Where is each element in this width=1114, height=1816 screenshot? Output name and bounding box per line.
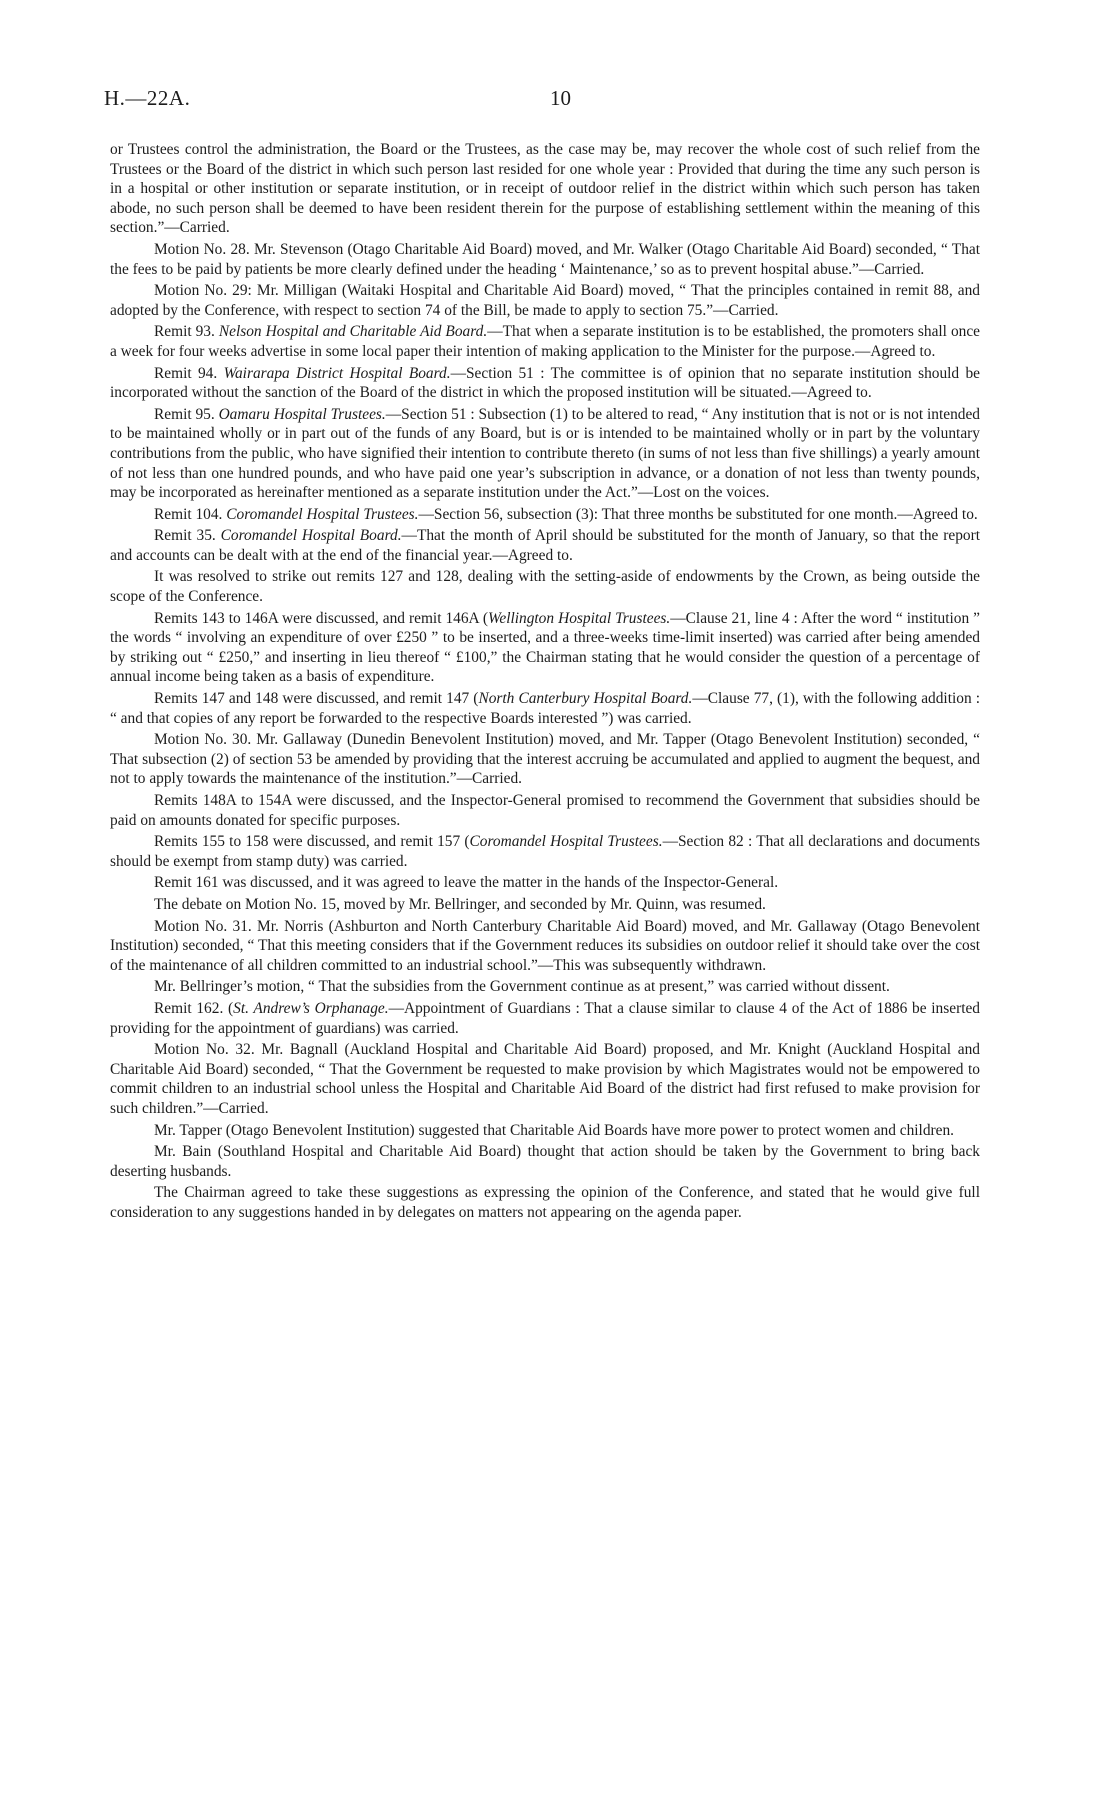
body-reference: St. Andrew’s Orphanage. [233,999,389,1017]
paragraph: Remits 155 to 158 were discussed, and remit 157 (Coromandel Hospital Trustees.—Section 82 : That all declarations and documents should be exempt from stamp duty) was carried. [110,833,980,870]
paragraph: Remits 148A to 154A were discussed, and the Inspector-General promised to recommend the Government that subsidies should be paid on amounts donated for specific purposes. [110,792,980,829]
body-reference: Coromandel Hospital Trustees. [226,505,419,523]
paragraph: Motion No. 28. Mr. Stevenson (Otago Charitable Aid Board) moved, and Mr. Walker (Otago Charitable Aid Board) seconded, “ That the fees to be paid by patients be more clearly defined under the heading ‘ Maintenance,’ so as to prevent hospital abuse.”—Carried. [110,240,980,278]
body-reference: Wairarapa District Hospital Board. [223,364,451,382]
paragraph: Remits 143 to 146A were discussed, and remit 146A (Wellington Hospital Trustees.—Clause 21, line 4 : After the word “ institution ” the words “ involving an expenditure of over £250 ” to be inserted, and a three-weeks time-limit inserted) was carried after being amended by striking out “ £250,” and inserting in lieu thereof “ £100,” the Chairman stating that he would consider the question of a percentage of annual income being taken as a basis of expenditure. [110,609,980,686]
body-reference: Oamaru Hospital Trustees. [218,405,386,423]
body-reference: Nelson Hospital and Charitable Aid Board. [218,323,488,341]
paragraph: Motion No. 31. Mr. Norris (Ashburton and North Canterbury Charitable Aid Board) moved, and Mr. Gallaway (Otago Benevolent Institution) seconded, “ That this meeting considers that if the Government reduces its subsidies on outdoor relief it should take over the cost of the maintenance of all children committed to an industrial school.”—This was subsequently withdrawn. [110,917,980,974]
paragraph: The Chairman agreed to take these suggestions as expressing the opinion of the Conference, and stated that he would give full consideration to any suggestions handed in by delegates on matters not appearing on the agenda paper. [110,1184,980,1221]
paragraph: Remit 94. Wairarapa District Hospital Board.—Section 51 : The committee is of opinion that no separate institution should be incorporated without the sanction of the Board of the district in which the proposed institution will be situated.—Agreed to. [110,364,981,402]
paragraph: The debate on Motion No. 15, moved by Mr. Bellringer, and seconded by Mr. Quinn, was resumed. [154,895,766,913]
body-reference: Coromandel Hospital Board. [220,527,402,545]
paragraph: Remit 93. Nelson Hospital and Charitable Aid Board.—That when a separate institution is to be established, the promoters shall once a week for four weeks advertise in some local paper their intention of making application to the Minister for the purpose.—Agreed to. [110,323,980,360]
paragraph: Remit 162. (St. Andrew’s Orphanage.—Appointment of Guardians : That a clause similar to clause 4 of the Act of 1886 be inserted providing for the appointment of guardians) was carried. [110,999,980,1037]
paragraph: Remit 95. Oamaru Hospital Trustees.—Section 51 : Subsection (1) to be altered to read, “ Any institution that is not or is not intended to be maintained wholly or in part out of the funds of any Board, but is or is intended to be maintained wholly or in part by the voluntary contributions from the public, who have signified their intention to contribute thereto (in sums of not less than five shillings) a yearly amount of not less than one hundred pounds, and who have paid one year’s subscription in advance, or a donation of not less than twenty pounds, may be incorporated as hereinafter mentioned as a separate institution under the Act.”—Lost on the voices. [110,405,980,502]
paragraph: Motion No. 29: Mr. Milligan (Waitaki Hospital and Charitable Aid Board) moved, “ That the principles contained in remit 88, and adopted by the Conference, with respect to section 74 of the Bill, be made to apply to section 75.”—Carried. [110,282,980,319]
paragraph: Motion No. 30. Mr. Gallaway (Dunedin Benevolent Institution) moved, and Mr. Tapper (Otago Benevolent Institution) seconded, “ That subsection (2) of section 53 be amended by providing that the interest accruing be accumulated and applied to augment the bequest, and not to apply towards the maintenance of the institution.”—Carried. [110,731,980,788]
paragraph: Remits 147 and 148 were discussed, and remit 147 (North Canterbury Hospital Board.—Clause 77, (1), with the following addition : “ and that copies of any report be forwarded to the respective Boards interested ”) was carried. [110,690,980,727]
body-reference: Wellington Hospital Trustees. [487,609,671,627]
paragraph: Remit 104. Coromandel Hospital Trustees.—Section 56, subsection (3): That three months be substituted for one month.—Agreed to. [154,505,978,523]
paragraph: or Trustees control the administration, the Board or the Trustees, as the case may be, may recover the whole cost of such relief from the Trustees or the Board of the district in which such person last resided for one whole year : Provided that during the time any such person is in a hospital or other institution or separate institution, or in receipt of outdoor relief in the district within which such person has taken abode, no such person shall be deemed to have been resident therein for the purpose of establishing settlement within the meaning of this section.”—Carried. [110,141,980,237]
document-body [110,140,980,1224]
page-number: 10 [550,86,571,110]
body-reference: Coromandel Hospital Trustees. [469,833,663,851]
paragraph: Mr. Bellringer’s motion, “ That the subsidies from the Government continue as at present,” was carried without dissent. [154,978,890,996]
paragraph: Mr. Bain (Southland Hospital and Charitable Aid Board) thought that action should be taken by the Government to bring back deserting husbands. [110,1143,980,1180]
page-header [104,86,1004,116]
body-reference: North Canterbury Hospital Board. [478,690,693,708]
paragraph: Motion No. 32. Mr. Bagnall (Auckland Hospital and Charitable Aid Board) proposed, and Mr. Knight (Auckland Hospital and Charitable Aid Board) seconded, “ That the Government be requested to make provision by which Magistrates would not be empowered to commit children to an industrial school unless the Hospital and Charitable Aid Board of the district had first refused to make provision for such children.”—Carried. [110,1041,980,1117]
paragraph: Remit 35. Coromandel Hospital Board.—That the month of April should be substituted for the month of January, so that the report and accounts can be dealt with at the end of the financial year.—Agreed to. [110,527,980,564]
document-id: H.—22A. [104,86,191,110]
paragraph: Remit 161 was discussed, and it was agreed to leave the matter in the hands of the Inspector-General. [154,874,779,892]
paragraph: Mr. Tapper (Otago Benevolent Institution) suggested that Charitable Aid Boards have more power to protect women and children. [154,1121,955,1139]
paragraph: It was resolved to strike out remits 127 and 128, dealing with the setting-aside of endowments by the Crown, as being outside the scope of the Conference. [110,568,980,606]
